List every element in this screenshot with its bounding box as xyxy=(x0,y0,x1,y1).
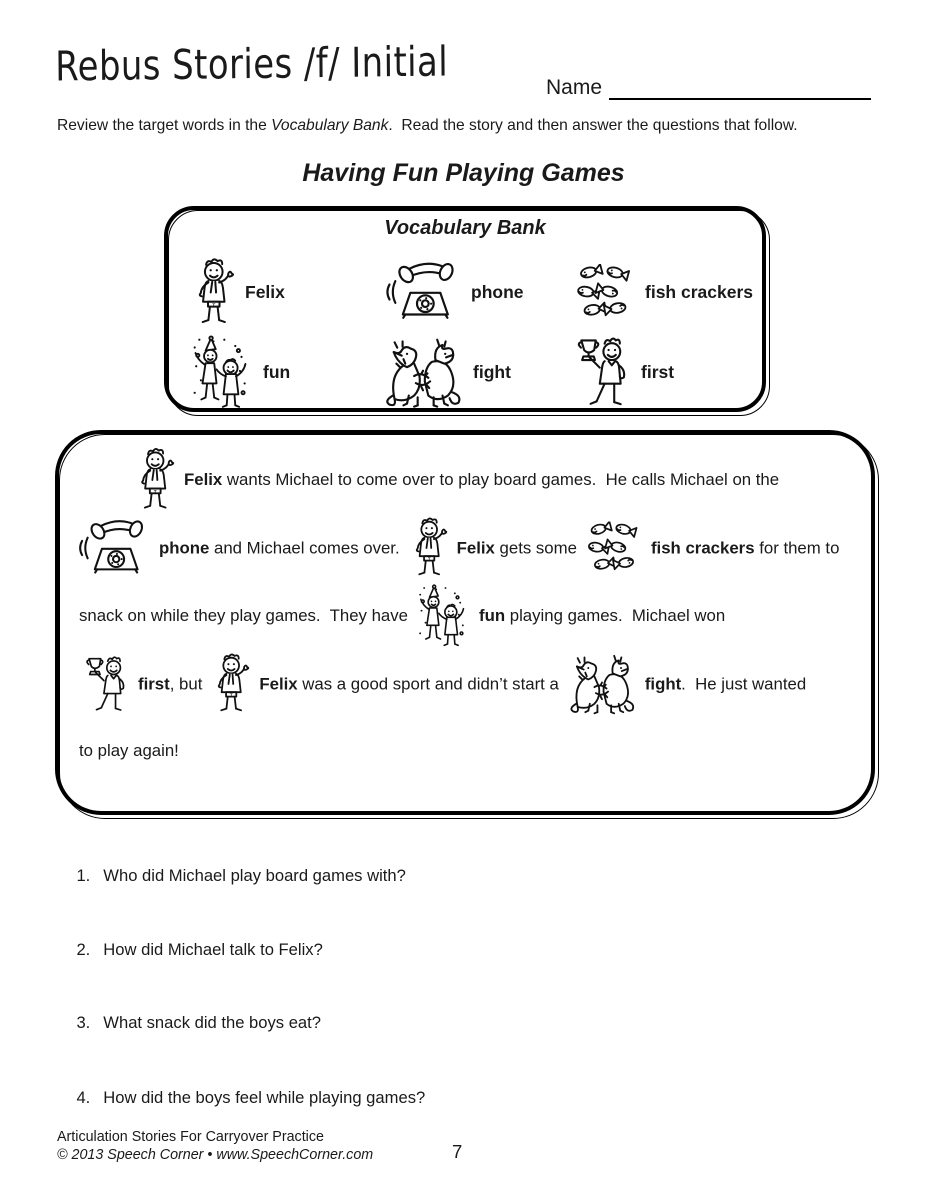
question-text: How did the boys feel while playing games? xyxy=(103,1088,426,1107)
felix-image xyxy=(210,653,251,716)
story-text: , but xyxy=(169,674,203,693)
fish-crackers-image xyxy=(574,264,636,321)
story-bold-word: fight xyxy=(644,674,682,693)
vocab-label: first xyxy=(641,361,675,382)
page-title: Rebus Stories /f/ Initial xyxy=(55,39,449,91)
story-bold-word: phone xyxy=(159,538,210,557)
story-bold-word: Felix xyxy=(456,538,495,557)
question-number: 3. xyxy=(76,1013,91,1032)
story-line-3 xyxy=(79,584,725,648)
story-box xyxy=(55,430,875,815)
story-text: playing games. Michael won xyxy=(505,606,726,625)
name-field xyxy=(546,74,871,100)
phone-image xyxy=(382,261,462,323)
vocab-item-first xyxy=(574,334,754,411)
name-blank-line xyxy=(609,74,871,100)
vocab-item-phone xyxy=(382,261,574,323)
instruction-text xyxy=(57,117,798,135)
footer-copyright: © 2013 Speech Corner • www.SpeechCorner.com xyxy=(57,1147,374,1163)
vocab-label: phone xyxy=(471,281,524,302)
question-text: Who did Michael play board games with? xyxy=(103,866,406,885)
question-number: 4. xyxy=(76,1088,91,1107)
vocabulary-bank-title: Vocabulary Bank xyxy=(384,217,546,239)
question-number: 2. xyxy=(76,940,91,959)
page-number: 7 xyxy=(452,1141,463,1162)
story-text: . He just wanted xyxy=(681,674,807,693)
story-bold-word: fish crackers xyxy=(650,538,755,557)
vocab-item-felix xyxy=(190,257,382,328)
question-text: How did Michael talk to Felix? xyxy=(103,940,323,959)
fight-image xyxy=(382,337,464,408)
name-label: Name xyxy=(546,76,603,99)
fun-image xyxy=(190,335,254,410)
story-bold-word: Felix xyxy=(184,470,223,489)
question-3 xyxy=(58,993,321,1053)
felix-image xyxy=(190,257,236,328)
story-text: for them to xyxy=(754,538,840,557)
question-text: What snack did the boys eat? xyxy=(103,1013,321,1032)
story-text: was a good sport and didn’t start a xyxy=(297,674,559,693)
story-text: to play again! xyxy=(79,741,179,760)
vocab-item-fun xyxy=(190,335,382,410)
vocab-label: fun xyxy=(263,361,291,382)
first-image xyxy=(83,653,130,715)
story-text: gets some xyxy=(494,538,577,557)
story-line-5 xyxy=(79,741,179,761)
vocabulary-grid xyxy=(190,252,756,412)
question-2 xyxy=(58,920,323,980)
question-4 xyxy=(58,1068,425,1128)
vocab-label: fish crackers xyxy=(645,281,753,302)
instruction-vocab-ref: Vocabulary Bank xyxy=(271,117,389,134)
story-bold-word: fun xyxy=(478,606,506,625)
fish-crackers-image xyxy=(585,522,643,575)
vocab-label: fight xyxy=(473,361,511,382)
story-text: and Michael comes over. xyxy=(209,538,400,557)
story-line-1 xyxy=(133,447,779,513)
instruction-lead: Review the target words in the xyxy=(57,117,272,134)
footer-series-title: Articulation Stories For Carryover Practice xyxy=(57,1129,324,1145)
story-text: wants Michael to come over to play board games. He calls Michael on the xyxy=(222,470,780,489)
vocab-label: Felix xyxy=(245,281,285,302)
story-title: Having Fun Playing Games xyxy=(302,159,625,187)
story-bold-word: Felix xyxy=(259,674,298,693)
story-text: snack on while they play games. They have xyxy=(79,606,408,625)
fight-image xyxy=(567,654,637,715)
vocab-item-fight xyxy=(382,337,574,408)
felix-image xyxy=(408,517,449,580)
first-image xyxy=(574,334,632,411)
felix-image xyxy=(133,447,176,513)
phone-image xyxy=(75,519,151,578)
question-1 xyxy=(58,846,406,906)
story-line-2 xyxy=(75,517,839,580)
vocabulary-bank-box xyxy=(164,206,766,412)
instruction-rest: . Read the story and then answer the questions that follow. xyxy=(388,117,798,134)
vocab-item-fish-crackers xyxy=(574,264,754,321)
story-line-4 xyxy=(83,653,806,716)
story-bold-word: first xyxy=(138,674,170,693)
fun-image xyxy=(416,584,471,648)
question-number: 1. xyxy=(76,866,91,885)
